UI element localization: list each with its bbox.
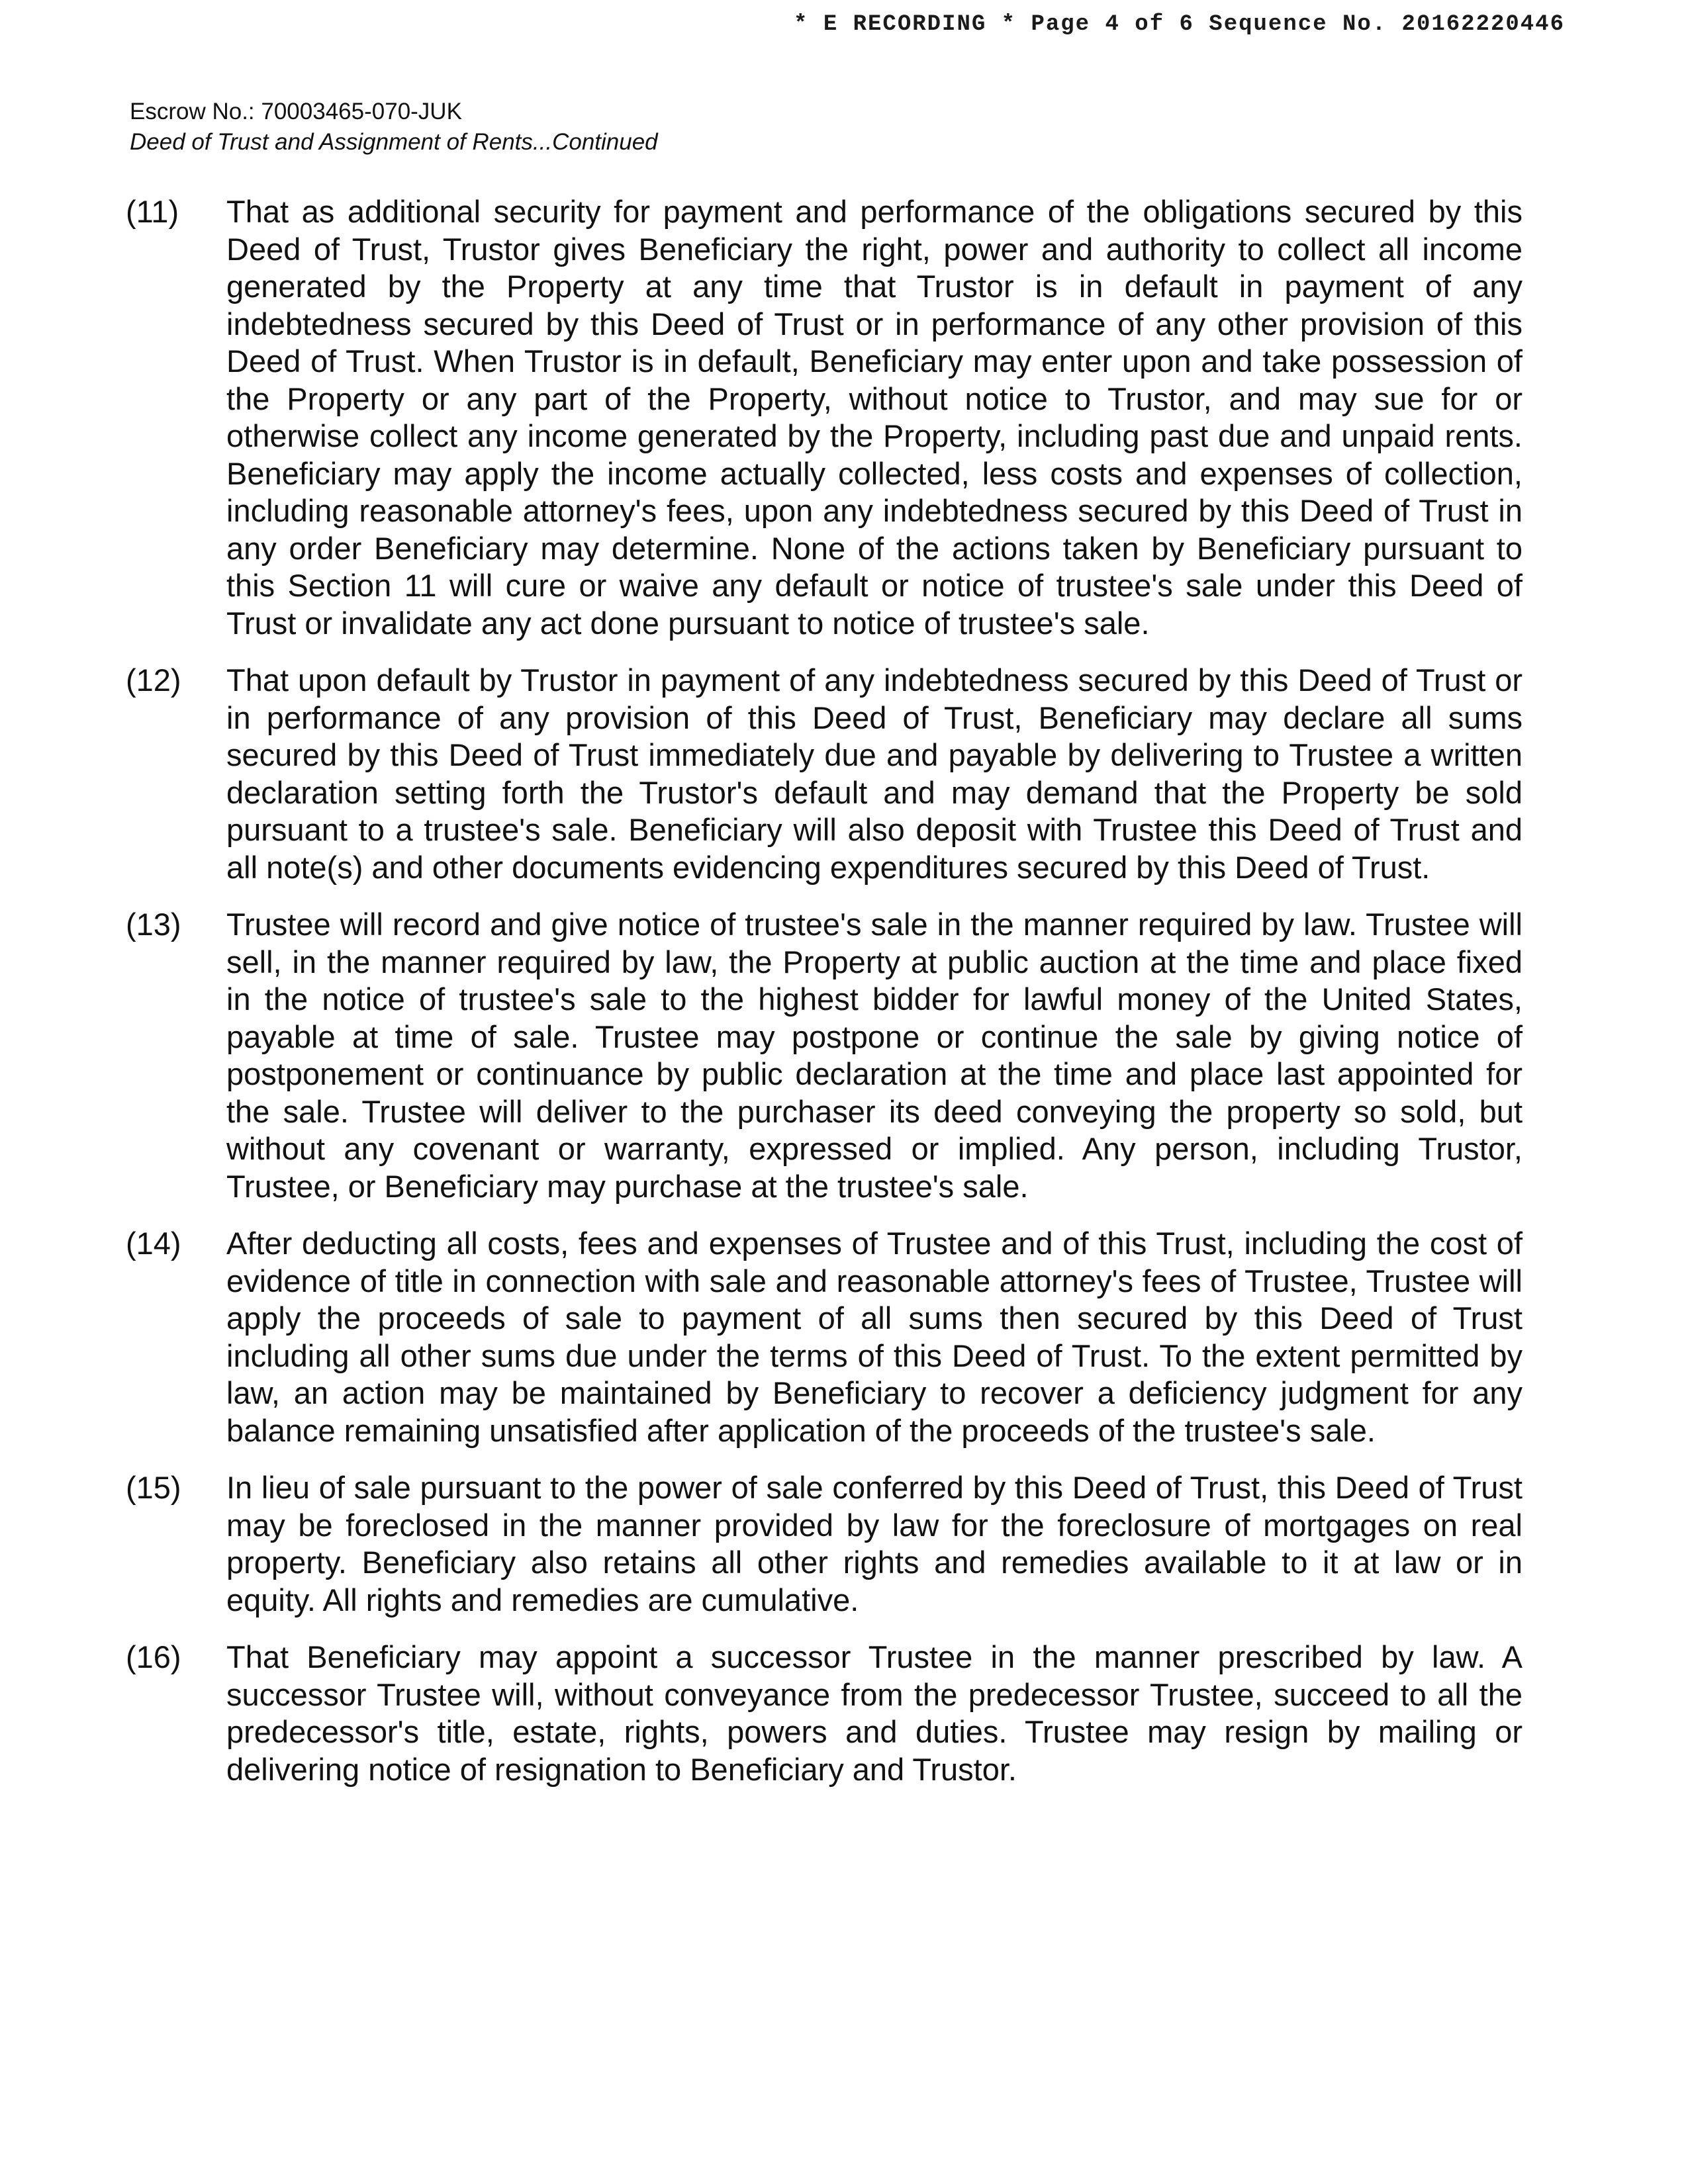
section-11 bbox=[126, 193, 1523, 642]
section-text: That Beneficiary may appoint a successor Trustee in the manner prescribed by law. A successor Trustee will, without conveyance from the predecessor Trustee, succeed to all the predecessor's title, estate, rights, powers and duties. Trustee may resign by mailing or delivering notice of resignation to Beneficiary and Trustor. bbox=[226, 1639, 1523, 1787]
section-text: After deducting all costs, fees and expenses of Trustee and of this Trust, including the cost of evidence of title in connection with sale and reasonable attorney's fees of Trustee, Trustee will apply the proceeds of sale to payment of all sums then secured by this Deed of Trust including all other sums due under the terms of this Deed of Trust. To the extent permitted by law, an action may be maintained by Beneficiary to recover a deficiency judgment for any balance remaining unsatisfied after application of the proceeds of the trustee's sale. bbox=[226, 1226, 1523, 1448]
section-15 bbox=[126, 1469, 1523, 1619]
document-subtitle: Deed of Trust and Assignment of Rents...Continued bbox=[130, 129, 658, 155]
section-text: That as additional security for payment and performance of the obligations secured by this Deed of Trust, Trustor gives Beneficiary the right, power and authority to collect all income generated by the Property at any time that Trustor is in default in payment of any indebtedness secured by this Deed of Trust or in performance of any other provision of this Deed of Trust. When Trustor is in default, Beneficiary may enter upon and take possession of the Property or any part of the Property, without notice to Trustor, and may sue for or otherwise collect any income generated by the Property, including past due and unpaid rents. Beneficiary may apply the income actually collected, less costs and expenses of collection, including reasonable attorney's fees, upon any indebtedness secured by this Deed of Trust in any order Beneficiary may determine. None of the actions taken by Beneficiary pursuant to this Section 11 will cure or waive any default or notice of trustee's sale under this Deed of Trust or invalidate any act done pursuant to notice of trustee's sale. bbox=[226, 194, 1523, 641]
section-number: (11) bbox=[126, 194, 179, 229]
section-number: (14) bbox=[126, 1226, 181, 1261]
section-13 bbox=[126, 906, 1523, 1205]
escrow-number: Escrow No.: 70003465-070-JUK bbox=[130, 99, 462, 124]
section-16 bbox=[126, 1639, 1523, 1788]
section-number: (16) bbox=[126, 1639, 181, 1674]
section-text: Trustee will record and give notice of trustee's sale in the manner required by law. Trustee will sell, in the manner required by law, the Property at public auction at the time and place fixed in the notice of trustee's sale to the highest bidder for lawful money of the United States, payable at time of sale. Trustee may postpone or continue the sale by giving notice of postponement or continuance by public declaration at the time and place last appointed for the sale. Trustee will deliver to the purchaser its deed conveying the property so sold, but without any covenant or warranty, expressed or implied. Any person, including Trustor, Trustee, or Beneficiary may purchase at the trustee's sale. bbox=[226, 907, 1523, 1204]
deed-sections bbox=[126, 193, 1523, 1808]
section-14 bbox=[126, 1225, 1523, 1449]
section-number: (12) bbox=[126, 662, 181, 698]
section-text: That upon default by Trustor in payment of any indebtedness secured by this Deed of Trust or in performance of any provision of this Deed of Trust, Beneficiary may declare all sums secured by this Deed of Trust immediately due and payable by delivering to Trustee a written declaration setting forth the Trustor's default and may demand that the Property be sold pursuant to a trustee's sale. Beneficiary will also deposit with Trustee this Deed of Trust and all note(s) and other documents evidencing expenditures secured by this Deed of Trust. bbox=[226, 662, 1523, 885]
section-number: (15) bbox=[126, 1470, 181, 1505]
section-text: In lieu of sale pursuant to the power of sale conferred by this Deed of Trust, this Deed of Trust may be foreclosed in the manner provided by law for the foreclosure of mortgages on real property. Beneficiary also retains all other rights and remedies available to it at law or in equity. All rights and remedies are cumulative. bbox=[226, 1470, 1523, 1617]
recording-stamp: * E RECORDING * Page 4 of 6 Sequence No. 20162220446 bbox=[794, 12, 1565, 37]
section-number: (13) bbox=[126, 907, 181, 942]
section-12 bbox=[126, 662, 1523, 886]
document-header bbox=[130, 97, 658, 158]
